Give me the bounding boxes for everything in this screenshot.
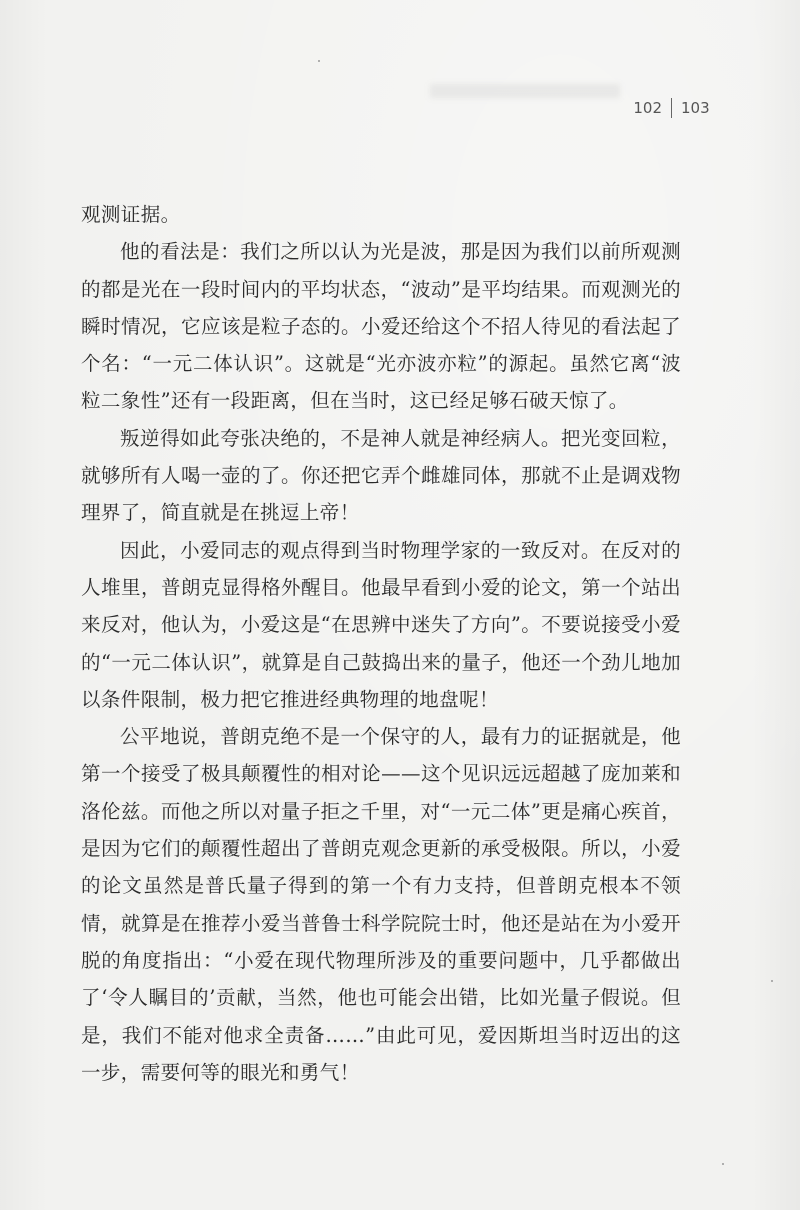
paragraph: 他的看法是：我们之所以认为光是波，那是因为我们以前所观测的都是光在一段时间内的平均状态，“波动”是平均结果。而观测光的瞬时情况，它应该是粒子态的。小爱还给这个不招人待见的看法起了个名：“一元二体认识”。这就是“光亦波亦粒”的源起。虽然它离“波粒二象性”还有一段距离，但在当时，这已经足够石破天惊了。 — [81, 240, 681, 413]
scan-speck — [318, 60, 320, 62]
paragraph: 公平地说，普朗克绝不是一个保守的人，最有力的证据就是，他第一个接受了极具颠覆性的相对论——这个见识远远超越了庞加莱和洛伦兹。而他之所以对量子拒之千里，对“一元二体”更是痛心疾首，是因为它们的颠覆性超出了普朗克观念更新的承受极限。所以，小爱的论文虽然是普氏量子得到的第一个有力支持，但普朗克根本不领情，就算是在推荐小爱当普鲁士科学院院士时，他还是站在为小爱开脱的角度指出：“小爱在现代物理所涉及的重要问题中，几乎都做出了‘令人瞩目的’贡献，当然，他也可能会出错，比如光量子假说。但是，我们不能对他求全责备……”由此可见，爱因斯坦当时迈出的这一步，需要何等的眼光和勇气！ — [81, 725, 681, 1084]
header-smudge — [430, 84, 620, 98]
scan-speck — [722, 1163, 724, 1165]
scan-speck — [771, 980, 773, 982]
paragraph: 因此，小爱同志的观点得到当时物理学家的一致反对。在反对的人堆里，普朗克显得格外醒目。他最早看到小爱的论文，第一个站出来反对，他认为，小爱这是“在思辨中迷失了方向”。不要说接受小爱的“一元二体认识”，就算是自己鼓捣出来的量子，他还一个劲儿地加以条件限制，极力把它推进经典物理的地盘呢！ — [81, 538, 681, 711]
paragraph-continuation: 观测证据。 — [81, 203, 181, 226]
paragraph: 叛逆得如此夸张决绝的，不是神人就是神经病人。把光变回粒，就够所有人喝一壶的了。你还把它弄个雌雄同体，那就不止是调戏物理界了，简直就是在挑逗上帝！ — [81, 426, 681, 525]
page-number-left: 102 — [633, 99, 662, 117]
page-number-divider — [671, 98, 672, 118]
body-text — [81, 196, 681, 1091]
page-number-right: 103 — [681, 99, 710, 117]
page-numbers — [620, 97, 720, 119]
